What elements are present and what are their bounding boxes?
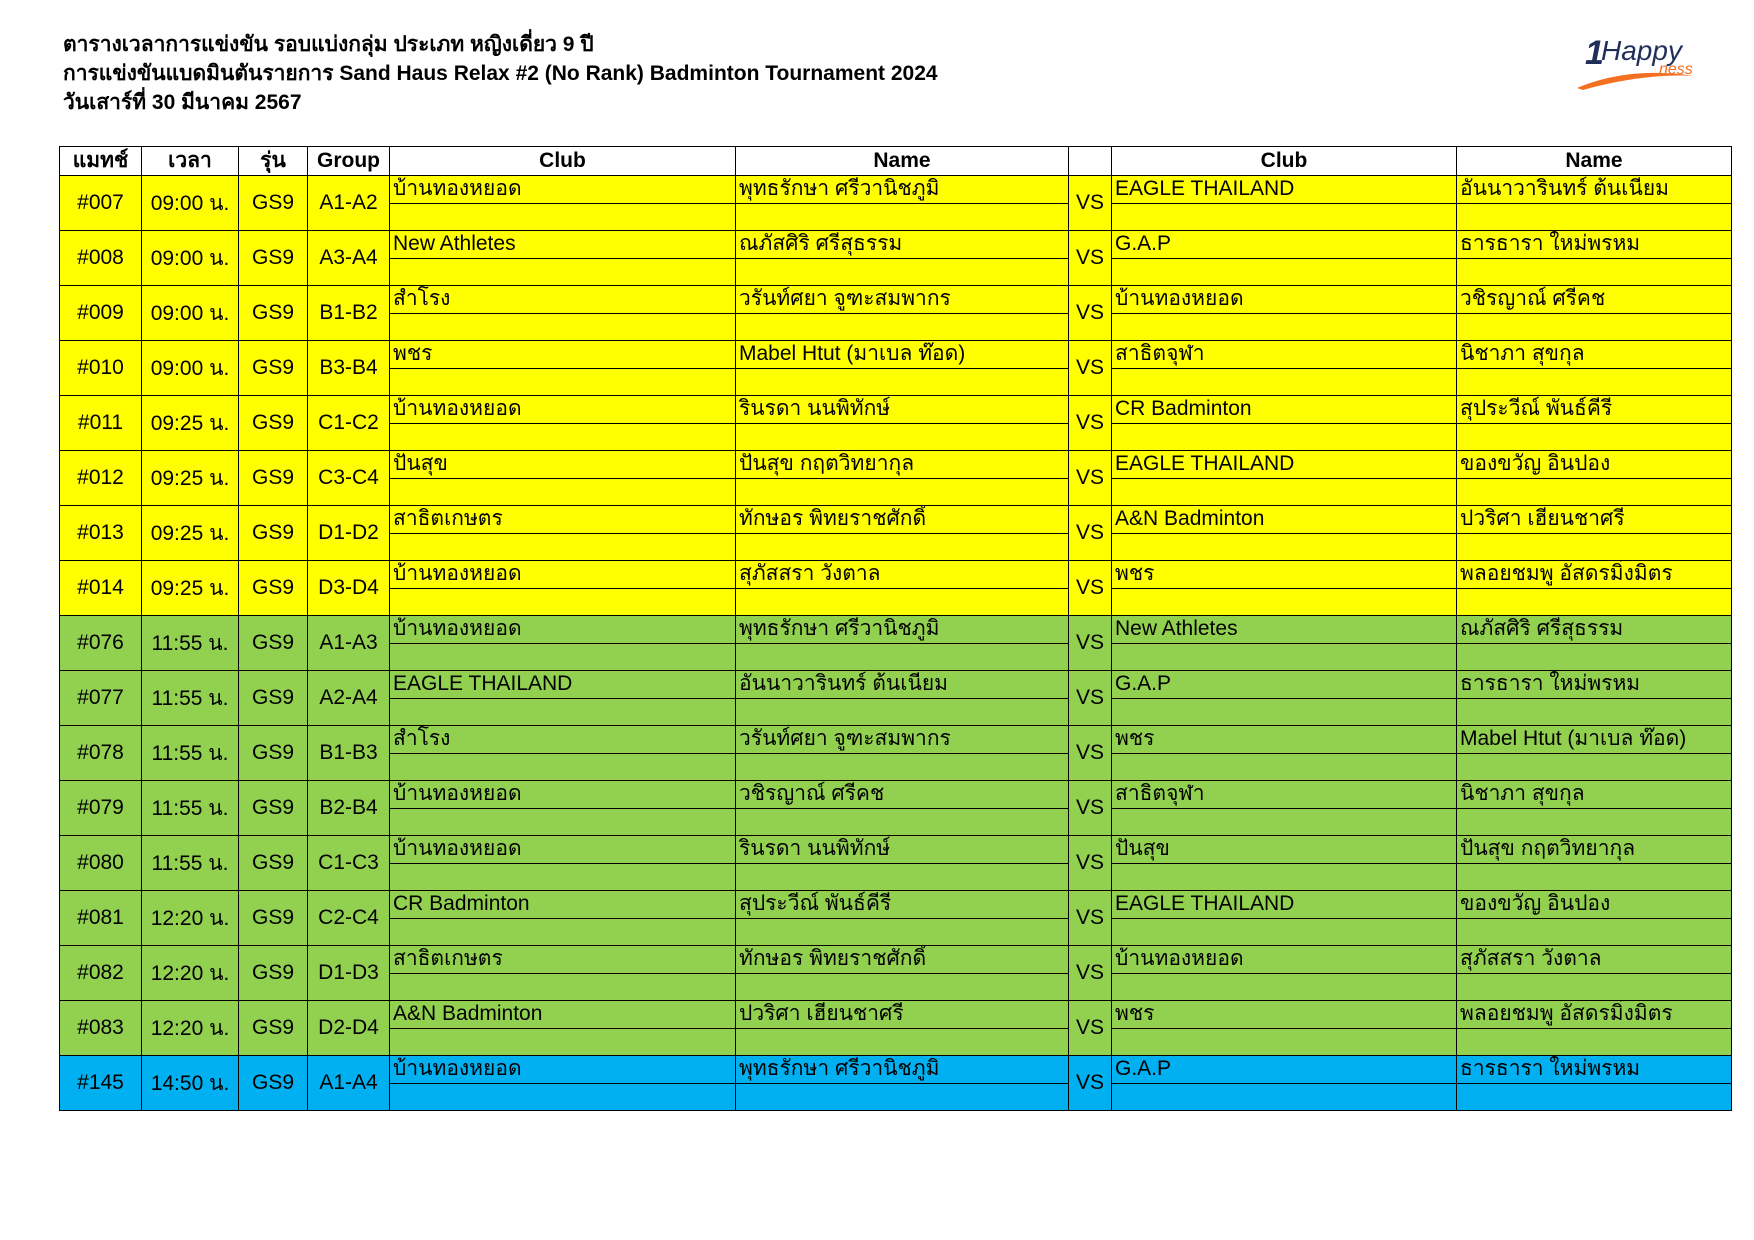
match-time-cell: 09:25 น. — [142, 396, 239, 451]
club-2-blank-cell — [1112, 424, 1457, 451]
player-1-blank-cell — [736, 1084, 1069, 1111]
table-row — [60, 1056, 1732, 1084]
match-class-cell: GS9 — [239, 946, 308, 1001]
player-2-cell: ปันสุข กฤตวิทยากุล — [1457, 836, 1732, 864]
match-id-cell: #007 — [60, 176, 142, 231]
col-header-club-1: Club — [390, 147, 736, 176]
club-1-cell: ปันสุข — [390, 451, 736, 479]
club-2-blank-cell — [1112, 314, 1457, 341]
club-2-blank-cell — [1112, 919, 1457, 946]
match-time-cell: 11:55 น. — [142, 781, 239, 836]
club-2-cell: พชร — [1112, 1001, 1457, 1029]
match-class-cell: GS9 — [239, 561, 308, 616]
player-2-cell: สุประวีณ์ พันธ์คีรี — [1457, 396, 1732, 424]
match-group-cell: B1-B2 — [308, 286, 390, 341]
club-2-cell: พชร — [1112, 561, 1457, 589]
club-2-cell: G.A.P — [1112, 1056, 1457, 1084]
club-1-blank-cell — [390, 644, 736, 671]
table-row — [60, 231, 1732, 259]
player-1-cell: วรันท์ศยา จูฑะสมพากร — [736, 726, 1069, 754]
table-row — [60, 726, 1732, 754]
match-class-cell: GS9 — [239, 1001, 308, 1056]
match-time-cell: 09:00 น. — [142, 231, 239, 286]
vs-cell: VS — [1069, 1056, 1112, 1111]
player-1-cell: อันนาวารินทร์ ต้นเนียม — [736, 671, 1069, 699]
player-1-blank-cell — [736, 754, 1069, 781]
col-header-name-1: Name — [736, 147, 1069, 176]
player-2-cell: Mabel Htut (มาเบล ท๊อด) — [1457, 726, 1732, 754]
vs-cell: VS — [1069, 506, 1112, 561]
match-id-cell: #008 — [60, 231, 142, 286]
club-2-blank-cell — [1112, 204, 1457, 231]
match-group-cell: A1-A4 — [308, 1056, 390, 1111]
vs-cell: VS — [1069, 836, 1112, 891]
club-1-cell: บ้านทองหยอด — [390, 836, 736, 864]
club-2-blank-cell — [1112, 754, 1457, 781]
club-2-blank-cell — [1112, 479, 1457, 506]
club-2-blank-cell — [1112, 699, 1457, 726]
player-1-blank-cell — [736, 204, 1069, 231]
vs-cell: VS — [1069, 561, 1112, 616]
match-time-cell: 09:00 น. — [142, 286, 239, 341]
match-group-cell: B3-B4 — [308, 341, 390, 396]
vs-cell: VS — [1069, 946, 1112, 1001]
club-1-blank-cell — [390, 424, 736, 451]
match-id-cell: #077 — [60, 671, 142, 726]
player-1-cell: รินรดา นนพิทักษ์ — [736, 396, 1069, 424]
club-1-blank-cell — [390, 534, 736, 561]
svg-text:1: 1 — [1585, 34, 1604, 72]
table-row — [60, 946, 1732, 974]
club-2-blank-cell — [1112, 1029, 1457, 1056]
player-1-cell: ปวริศา เฮียนชาศรี — [736, 1001, 1069, 1029]
table-row — [60, 616, 1732, 644]
player-2-cell: ของขวัญ อินปอง — [1457, 451, 1732, 479]
match-group-cell: A2-A4 — [308, 671, 390, 726]
player-2-blank-cell — [1457, 369, 1732, 396]
col-header-vs — [1069, 147, 1112, 176]
match-group-cell: B2-B4 — [308, 781, 390, 836]
match-id-cell: #011 — [60, 396, 142, 451]
club-1-cell: CR Badminton — [390, 891, 736, 919]
club-1-cell: สาธิตเกษตร — [390, 506, 736, 534]
match-time-cell: 11:55 น. — [142, 671, 239, 726]
club-2-blank-cell — [1112, 644, 1457, 671]
match-time-cell: 11:55 น. — [142, 726, 239, 781]
match-class-cell: GS9 — [239, 341, 308, 396]
schedule-title: ตารางเวลาการแข่งขัน รอบแบ่งกลุ่ม ประเภท หญิงเดี่ยว 9 ปี — [63, 33, 594, 56]
vs-cell: VS — [1069, 341, 1112, 396]
table-row — [60, 451, 1732, 479]
match-id-cell: #083 — [60, 1001, 142, 1056]
match-class-cell: GS9 — [239, 1056, 308, 1111]
table-row — [60, 396, 1732, 424]
player-2-cell: ธารธารา ใหม่พรหม — [1457, 671, 1732, 699]
club-1-cell: บ้านทองหยอด — [390, 781, 736, 809]
tournament-title: การแข่งขันแบดมินตันรายการ Sand Haus Relax #2 (No Rank) Badminton Tournament 2024 — [63, 62, 938, 85]
vs-cell: VS — [1069, 286, 1112, 341]
player-1-cell: ทักษอร พิทยราชศักดิ์ — [736, 506, 1069, 534]
player-2-blank-cell — [1457, 589, 1732, 616]
player-2-blank-cell — [1457, 1084, 1732, 1111]
match-class-cell: GS9 — [239, 176, 308, 231]
match-id-cell: #081 — [60, 891, 142, 946]
player-2-cell: นิชาภา สุขกุล — [1457, 341, 1732, 369]
match-group-cell: C1-C2 — [308, 396, 390, 451]
club-1-blank-cell — [390, 204, 736, 231]
vs-cell: VS — [1069, 671, 1112, 726]
match-class-cell: GS9 — [239, 451, 308, 506]
table-row — [60, 176, 1732, 204]
player-1-blank-cell — [736, 644, 1069, 671]
player-1-blank-cell — [736, 1029, 1069, 1056]
match-class-cell: GS9 — [239, 616, 308, 671]
table-row — [60, 836, 1732, 864]
player-1-blank-cell — [736, 589, 1069, 616]
match-class-cell: GS9 — [239, 286, 308, 341]
vs-cell: VS — [1069, 396, 1112, 451]
player-2-blank-cell — [1457, 259, 1732, 286]
player-2-cell: ธารธารา ใหม่พรหม — [1457, 231, 1732, 259]
club-1-cell: บ้านทองหยอด — [390, 396, 736, 424]
club-2-cell: New Athletes — [1112, 616, 1457, 644]
club-2-blank-cell — [1112, 864, 1457, 891]
club-1-blank-cell — [390, 919, 736, 946]
match-id-cell: #082 — [60, 946, 142, 1001]
match-time-cell: 09:00 น. — [142, 341, 239, 396]
player-1-blank-cell — [736, 974, 1069, 1001]
player-2-cell: ปวริศา เฮียนชาศรี — [1457, 506, 1732, 534]
player-1-cell: Mabel Htut (มาเบล ท๊อด) — [736, 341, 1069, 369]
club-1-cell: EAGLE THAILAND — [390, 671, 736, 699]
logo-subword: ness — [1659, 61, 1693, 78]
col-header-match: แมทช์ — [60, 147, 142, 176]
vs-cell: VS — [1069, 176, 1112, 231]
match-id-cell: #079 — [60, 781, 142, 836]
table-row — [60, 781, 1732, 809]
club-2-cell: สาธิตจุฬา — [1112, 341, 1457, 369]
vs-cell: VS — [1069, 451, 1112, 506]
player-2-cell: พลอยชมพู อัสดรมิ่งมิตร — [1457, 561, 1732, 589]
match-group-cell: A3-A4 — [308, 231, 390, 286]
club-2-blank-cell — [1112, 534, 1457, 561]
club-1-blank-cell — [390, 1029, 736, 1056]
player-1-cell: พุทธรักษา ศรีวานิชภูมิ — [736, 1056, 1069, 1084]
player-2-blank-cell — [1457, 1029, 1732, 1056]
match-time-cell: 12:20 น. — [142, 1001, 239, 1056]
match-class-cell: GS9 — [239, 396, 308, 451]
club-1-cell: New Athletes — [390, 231, 736, 259]
player-2-blank-cell — [1457, 534, 1732, 561]
match-id-cell: #014 — [60, 561, 142, 616]
vs-cell: VS — [1069, 616, 1112, 671]
club-2-cell: EAGLE THAILAND — [1112, 891, 1457, 919]
vs-cell: VS — [1069, 891, 1112, 946]
match-time-cell: 11:55 น. — [142, 836, 239, 891]
club-1-cell: บ้านทองหยอด — [390, 1056, 736, 1084]
player-1-blank-cell — [736, 864, 1069, 891]
happyness-logo-icon — [1575, 30, 1725, 90]
club-1-blank-cell — [390, 314, 736, 341]
player-2-cell: ณภัสศิริ ศรีสุธรรม — [1457, 616, 1732, 644]
club-1-blank-cell — [390, 589, 736, 616]
player-1-cell: วรันท์ศยา จูฑะสมพากร — [736, 286, 1069, 314]
match-id-cell: #009 — [60, 286, 142, 341]
vs-cell: VS — [1069, 1001, 1112, 1056]
document-header — [63, 30, 938, 117]
player-2-cell: วชิรญาณ์ ศรีคช — [1457, 286, 1732, 314]
match-id-cell: #080 — [60, 836, 142, 891]
player-1-blank-cell — [736, 534, 1069, 561]
col-header-name-2: Name — [1457, 147, 1732, 176]
player-2-blank-cell — [1457, 809, 1732, 836]
player-2-cell: นิชาภา สุขกุล — [1457, 781, 1732, 809]
club-2-cell: ปันสุข — [1112, 836, 1457, 864]
table-row — [60, 561, 1732, 589]
club-1-blank-cell — [390, 479, 736, 506]
match-time-cell: 11:55 น. — [142, 616, 239, 671]
match-class-cell: GS9 — [239, 506, 308, 561]
player-2-cell: อันนาวารินทร์ ต้นเนียม — [1457, 176, 1732, 204]
match-group-cell: D2-D4 — [308, 1001, 390, 1056]
club-2-blank-cell — [1112, 1084, 1457, 1111]
table-row — [60, 341, 1732, 369]
match-id-cell: #012 — [60, 451, 142, 506]
player-2-blank-cell — [1457, 754, 1732, 781]
match-class-cell: GS9 — [239, 231, 308, 286]
vs-cell: VS — [1069, 231, 1112, 286]
match-class-cell: GS9 — [239, 836, 308, 891]
table-row — [60, 1001, 1732, 1029]
player-1-cell: สุประวีณ์ พันธ์คีรี — [736, 891, 1069, 919]
match-group-cell: D3-D4 — [308, 561, 390, 616]
table-header-row — [60, 147, 1732, 176]
player-1-cell: ทักษอร พิทยราชศักดิ์ — [736, 946, 1069, 974]
club-2-cell: พชร — [1112, 726, 1457, 754]
club-2-cell: EAGLE THAILAND — [1112, 176, 1457, 204]
match-id-cell: #010 — [60, 341, 142, 396]
match-group-cell: B1-B3 — [308, 726, 390, 781]
club-2-cell: A&N Badminton — [1112, 506, 1457, 534]
player-2-cell: ธารธารา ใหม่พรหม — [1457, 1056, 1732, 1084]
player-2-blank-cell — [1457, 479, 1732, 506]
player-2-blank-cell — [1457, 974, 1732, 1001]
club-1-blank-cell — [390, 864, 736, 891]
col-header-club-2: Club — [1112, 147, 1457, 176]
club-1-cell: สำโรง — [390, 726, 736, 754]
match-class-cell: GS9 — [239, 781, 308, 836]
club-1-blank-cell — [390, 259, 736, 286]
match-id-cell: #013 — [60, 506, 142, 561]
player-1-cell: พุทธรักษา ศรีวานิชภูมิ — [736, 616, 1069, 644]
player-1-blank-cell — [736, 369, 1069, 396]
match-id-cell: #145 — [60, 1056, 142, 1111]
match-group-cell: A1-A3 — [308, 616, 390, 671]
player-2-blank-cell — [1457, 644, 1732, 671]
match-id-cell: #076 — [60, 616, 142, 671]
player-2-cell: ของขวัญ อินปอง — [1457, 891, 1732, 919]
player-1-blank-cell — [736, 424, 1069, 451]
club-1-cell: บ้านทองหยอด — [390, 616, 736, 644]
match-group-cell: D1-D3 — [308, 946, 390, 1001]
table-row — [60, 891, 1732, 919]
match-time-cell: 14:50 น. — [142, 1056, 239, 1111]
club-1-blank-cell — [390, 699, 736, 726]
table-row — [60, 286, 1732, 314]
club-1-blank-cell — [390, 754, 736, 781]
match-group-cell: C1-C3 — [308, 836, 390, 891]
player-1-cell: สุภัสสรา วังตาล — [736, 561, 1069, 589]
player-1-cell: วชิรญาณ์ ศรีคช — [736, 781, 1069, 809]
match-time-cell: 12:20 น. — [142, 946, 239, 1001]
match-time-cell: 09:25 น. — [142, 506, 239, 561]
player-1-blank-cell — [736, 479, 1069, 506]
match-time-cell: 09:25 น. — [142, 561, 239, 616]
player-2-cell: พลอยชมพู อัสดรมิ่งมิตร — [1457, 1001, 1732, 1029]
player-1-blank-cell — [736, 259, 1069, 286]
player-2-blank-cell — [1457, 919, 1732, 946]
match-schedule-table — [59, 146, 1732, 1111]
vs-cell: VS — [1069, 726, 1112, 781]
vs-cell: VS — [1069, 781, 1112, 836]
player-2-cell: สุภัสสรา วังตาล — [1457, 946, 1732, 974]
match-group-cell: C3-C4 — [308, 451, 390, 506]
player-2-blank-cell — [1457, 314, 1732, 341]
club-2-cell: สาธิตจุฬา — [1112, 781, 1457, 809]
player-2-blank-cell — [1457, 864, 1732, 891]
club-1-blank-cell — [390, 1084, 736, 1111]
player-1-cell: พุทธรักษา ศรีวานิชภูมิ — [736, 176, 1069, 204]
match-class-cell: GS9 — [239, 891, 308, 946]
match-time-cell: 09:25 น. — [142, 451, 239, 506]
match-group-cell: C2-C4 — [308, 891, 390, 946]
club-1-cell: พชร — [390, 341, 736, 369]
player-1-blank-cell — [736, 699, 1069, 726]
logo-word: Happy — [1601, 35, 1682, 66]
match-class-cell: GS9 — [239, 726, 308, 781]
club-2-cell: บ้านทองหยอด — [1112, 946, 1457, 974]
club-1-blank-cell — [390, 974, 736, 1001]
col-header-time: เวลา — [142, 147, 239, 176]
player-1-blank-cell — [736, 314, 1069, 341]
club-1-blank-cell — [390, 809, 736, 836]
club-2-blank-cell — [1112, 974, 1457, 1001]
player-1-cell: ณภัสศิริ ศรีสุธรรม — [736, 231, 1069, 259]
col-header-class: รุ่น — [239, 147, 308, 176]
player-2-blank-cell — [1457, 699, 1732, 726]
player-2-blank-cell — [1457, 424, 1732, 451]
event-date: วันเสาร์ที่ 30 มีนาคม 2567 — [63, 91, 302, 114]
match-time-cell: 12:20 น. — [142, 891, 239, 946]
match-id-cell: #078 — [60, 726, 142, 781]
player-1-cell: รินรดา นนพิทักษ์ — [736, 836, 1069, 864]
table-row — [60, 506, 1732, 534]
club-1-blank-cell — [390, 369, 736, 396]
match-class-cell: GS9 — [239, 671, 308, 726]
club-2-cell: G.A.P — [1112, 671, 1457, 699]
player-2-blank-cell — [1457, 204, 1732, 231]
club-1-cell: A&N Badminton — [390, 1001, 736, 1029]
match-group-cell: D1-D2 — [308, 506, 390, 561]
club-2-blank-cell — [1112, 589, 1457, 616]
club-1-cell: สาธิตเกษตร — [390, 946, 736, 974]
player-1-cell: ปันสุข กฤตวิทยากุล — [736, 451, 1069, 479]
club-2-cell: บ้านทองหยอด — [1112, 286, 1457, 314]
club-2-blank-cell — [1112, 809, 1457, 836]
club-2-cell: G.A.P — [1112, 231, 1457, 259]
club-1-cell: สำโรง — [390, 286, 736, 314]
club-1-cell: บ้านทองหยอด — [390, 561, 736, 589]
club-2-blank-cell — [1112, 259, 1457, 286]
player-1-blank-cell — [736, 919, 1069, 946]
col-header-group: Group — [308, 147, 390, 176]
club-2-cell: EAGLE THAILAND — [1112, 451, 1457, 479]
club-1-cell: บ้านทองหยอด — [390, 176, 736, 204]
table-row — [60, 671, 1732, 699]
club-2-blank-cell — [1112, 369, 1457, 396]
club-2-cell: CR Badminton — [1112, 396, 1457, 424]
player-1-blank-cell — [736, 809, 1069, 836]
match-group-cell: A1-A2 — [308, 176, 390, 231]
match-time-cell: 09:00 น. — [142, 176, 239, 231]
